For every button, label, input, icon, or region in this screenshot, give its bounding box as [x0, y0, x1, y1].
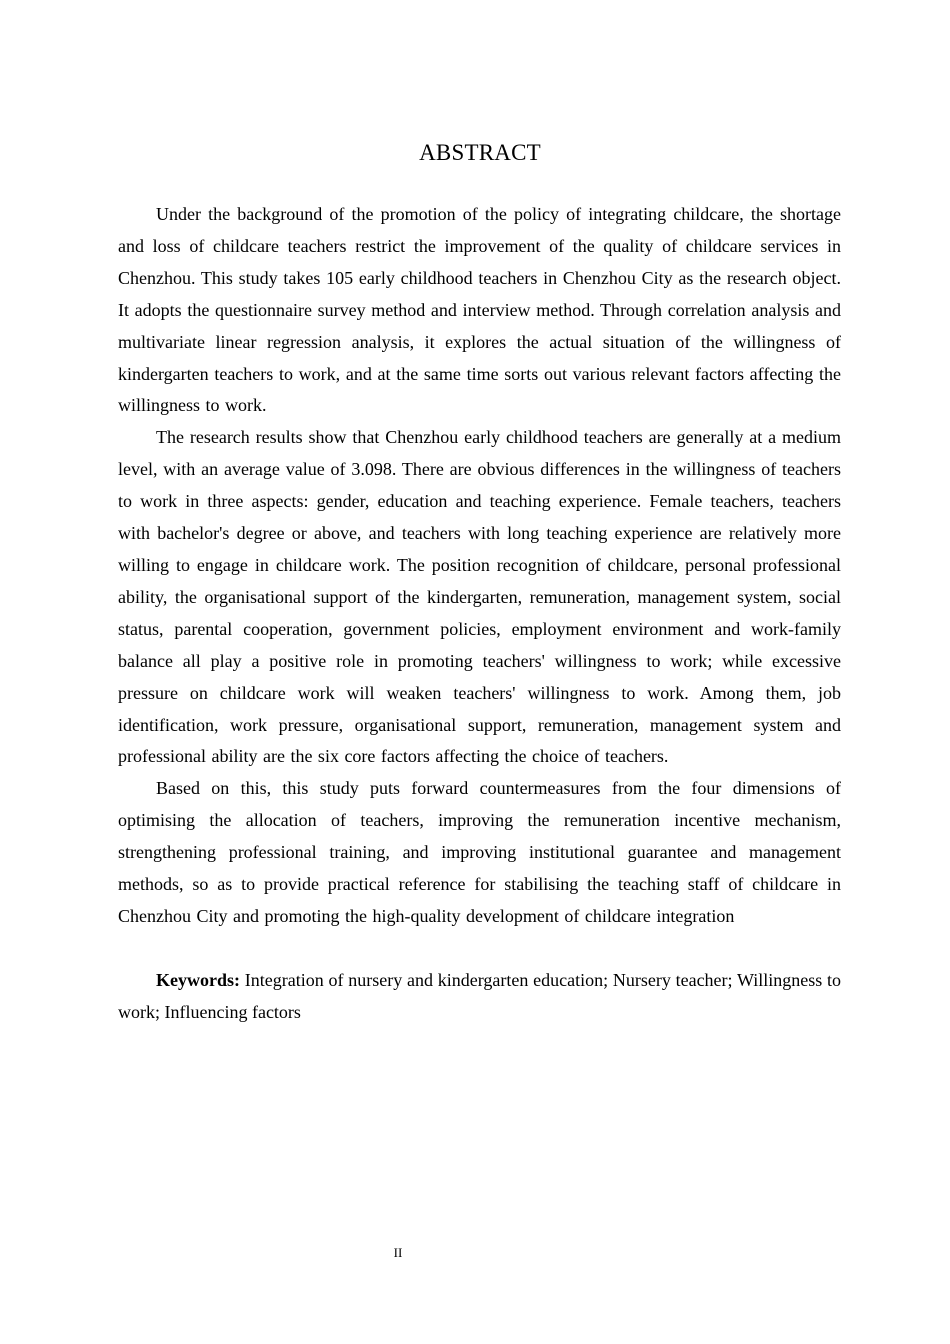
paragraph-gap: [118, 933, 841, 965]
keywords-line: [118, 965, 841, 1029]
keywords-text: Integration of nursery and kindergarten education; Nursery teacher; Willingness to work; Influencing factors: [118, 969, 842, 1022]
keywords-label: Keywords:: [156, 969, 240, 990]
abstract-paragraph-2: The research results show that Chenzhou early childhood teachers are generally at a medium level, with an average value of 3.098. There are obvious differences in the willingness of teachers to work in three aspects: gender, education and teaching experience. Female teachers, teachers with bachelor's degree or above, and teachers with long teaching experience are relatively more willing to engage in childcare work. The position recognition of childcare, personal professional ability, the organisational support of the kindergarten, remuneration, management system, social status, parental cooperation, government policies, employment environment and work-family balance all play a positive role in promoting teachers' willingness to work; while excessive pressure on childcare work will weaken teachers' willingness to work. Among them, job identification, work pressure, organisational support, remuneration, management system and professional ability are the six core factors affecting the choice of teachers.: [118, 427, 841, 767]
abstract-title: ABSTRACT: [419, 140, 541, 165]
abstract-paragraph-1: Under the background of the promotion of the policy of integrating childcare, the shortage and loss of childcare teachers restrict the improvement of the quality of childcare services in Chenzhou. This study takes 105 early childhood teachers in Chenzhou City as the research object. It adopts the questionnaire survey method and interview method. Through correlation analysis and multivariate linear regression analysis, it explores the actual situation of the willingness of kindergarten teachers to work, and at the same time sorts out various relevant factors affecting the willingness to work.: [118, 204, 841, 416]
page-number: II: [393, 1245, 403, 1260]
abstract-body: [118, 199, 841, 1029]
abstract-paragraph-3: Based on this, this study puts forward countermeasures from the four dimensions of optimising the allocation of teachers, improving the remuneration incentive mechanism, strengthening professional training, and improving institutional guarantee and management methods, so as to provide practical reference for stabilising the teaching staff of childcare in Chenzhou City and promoting the high-quality development of childcare integration: [118, 778, 841, 926]
